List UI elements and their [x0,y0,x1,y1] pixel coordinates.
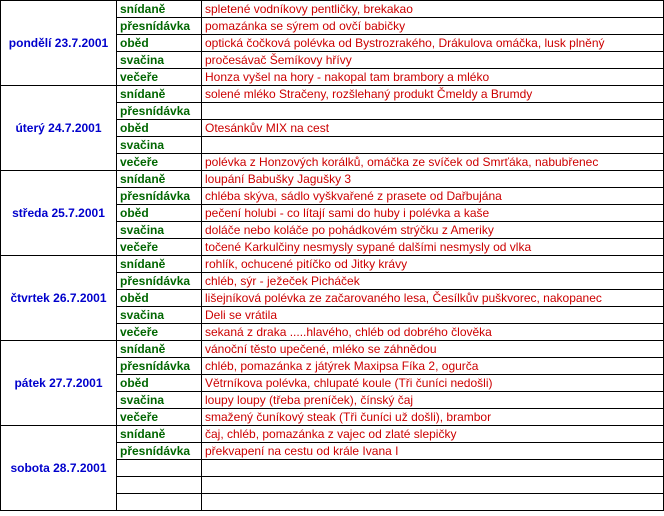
table-row [1,86,664,103]
table-row [1,426,664,443]
meal-food: spletené vodníkovy pentličky, brekakao [202,1,664,18]
meal-food: lišejníková polévka ze začarovaného lesa, Česílkův puškvorec, nakopanec [202,290,664,307]
meal-name: svačina [117,52,202,69]
meal-food: doláče nebo koláče po pohádkovém strýčku z Ameriky [202,222,664,239]
meal-food: optická čočková polévka od Bystrozrakého, Drákulova omáčka, lusk plněný [202,35,664,52]
meal-food [202,494,664,511]
meal-name [117,460,202,477]
meal-name: svačina [117,222,202,239]
meal-food: vánoční těsto upečené, mléko se záhnědou [202,341,664,358]
day-date: sobota 28.7.2001 [1,426,117,511]
meal-food: pečení holubi - co lítají sami do huby i polévka a kaše [202,205,664,222]
meal-food: smažený čuníkový steak (Tři čuníci už došli), brambor [202,409,664,426]
table-row [1,341,664,358]
meal-name: večeře [117,69,202,86]
meal-food: sekaná z draka .....hlavého, chléb od dobrého člověka [202,324,664,341]
meal-food: solené mléko Stračeny, rozšlehaný produkt Čmeldy a Brumdy [202,86,664,103]
menu-body [1,1,664,511]
meal-food: rohlík, ochucené pitíčko od Jitky krávy [202,256,664,273]
meal-food: Větrníkova polévka, chlupaté koule (Tři čuníci nedošli) [202,375,664,392]
meal-food: loupání Babušky Jagušky 3 [202,171,664,188]
day-date: čtvrtek 26.7.2001 [1,256,117,341]
meal-food: polévka z Honzových korálků, omáčka ze svíček od Smrťáka, nabubřenec [202,154,664,171]
meal-name: svačina [117,392,202,409]
meal-name: přesnídávka [117,188,202,205]
meal-name: oběd [117,290,202,307]
meal-name: snídaně [117,1,202,18]
meal-name: přesnídávka [117,103,202,120]
meal-food: Deli se vrátila [202,307,664,324]
meal-name: přesnídávka [117,273,202,290]
meal-name: snídaně [117,86,202,103]
meal-name: večeře [117,409,202,426]
table-row [1,1,664,18]
meal-name [117,477,202,494]
meal-name [117,494,202,511]
meal-food: překvapení na cestu od krále Ivana I [202,443,664,460]
meal-food: chléba skýva, sádlo vyškvařené z prasete od Dařbujána [202,188,664,205]
meal-name: přesnídávka [117,443,202,460]
meal-food: pročesávač Šemíkovy hřívy [202,52,664,69]
day-date: středa 25.7.2001 [1,171,117,256]
meal-food: čaj, chléb, pomazánka z vajec od zlaté slepičky [202,426,664,443]
meal-name: večeře [117,239,202,256]
meal-name: oběd [117,375,202,392]
meal-food [202,137,664,154]
meal-name: svačina [117,307,202,324]
meal-name: večeře [117,324,202,341]
table-row [1,171,664,188]
meal-food: chléb, pomazánka z játýrek Maxipsa Fíka 2, ogurča [202,358,664,375]
meal-name: snídaně [117,171,202,188]
meal-food: Honza vyšel na hory - nakopal tam brambory a mléko [202,69,664,86]
meal-name: oběd [117,35,202,52]
day-date: pátek 27.7.2001 [1,341,117,426]
meal-name: snídaně [117,256,202,273]
meal-name: přesnídávka [117,18,202,35]
meal-name: oběd [117,120,202,137]
meal-food [202,460,664,477]
meal-food: pomazánka se sýrem od ovčí babičky [202,18,664,35]
meal-name: přesnídávka [117,358,202,375]
meal-name: oběd [117,205,202,222]
day-date: úterý 24.7.2001 [1,86,117,171]
meal-name: snídaně [117,426,202,443]
meal-name: svačina [117,137,202,154]
meal-food [202,103,664,120]
meal-name: snídaně [117,341,202,358]
meal-food [202,477,664,494]
meal-food: loupy loupy (třeba preníček), čínský čaj [202,392,664,409]
meal-name: večeře [117,154,202,171]
meal-food: chléb, sýr - ježeček Picháček [202,273,664,290]
day-date: pondělí 23.7.2001 [1,1,117,86]
table-row [1,256,664,273]
meal-food: točené Karkulčiny nesmysly sypané dalšími nesmysly od vlka [202,239,664,256]
meal-food: Otesánkův MIX na cest [202,120,664,137]
